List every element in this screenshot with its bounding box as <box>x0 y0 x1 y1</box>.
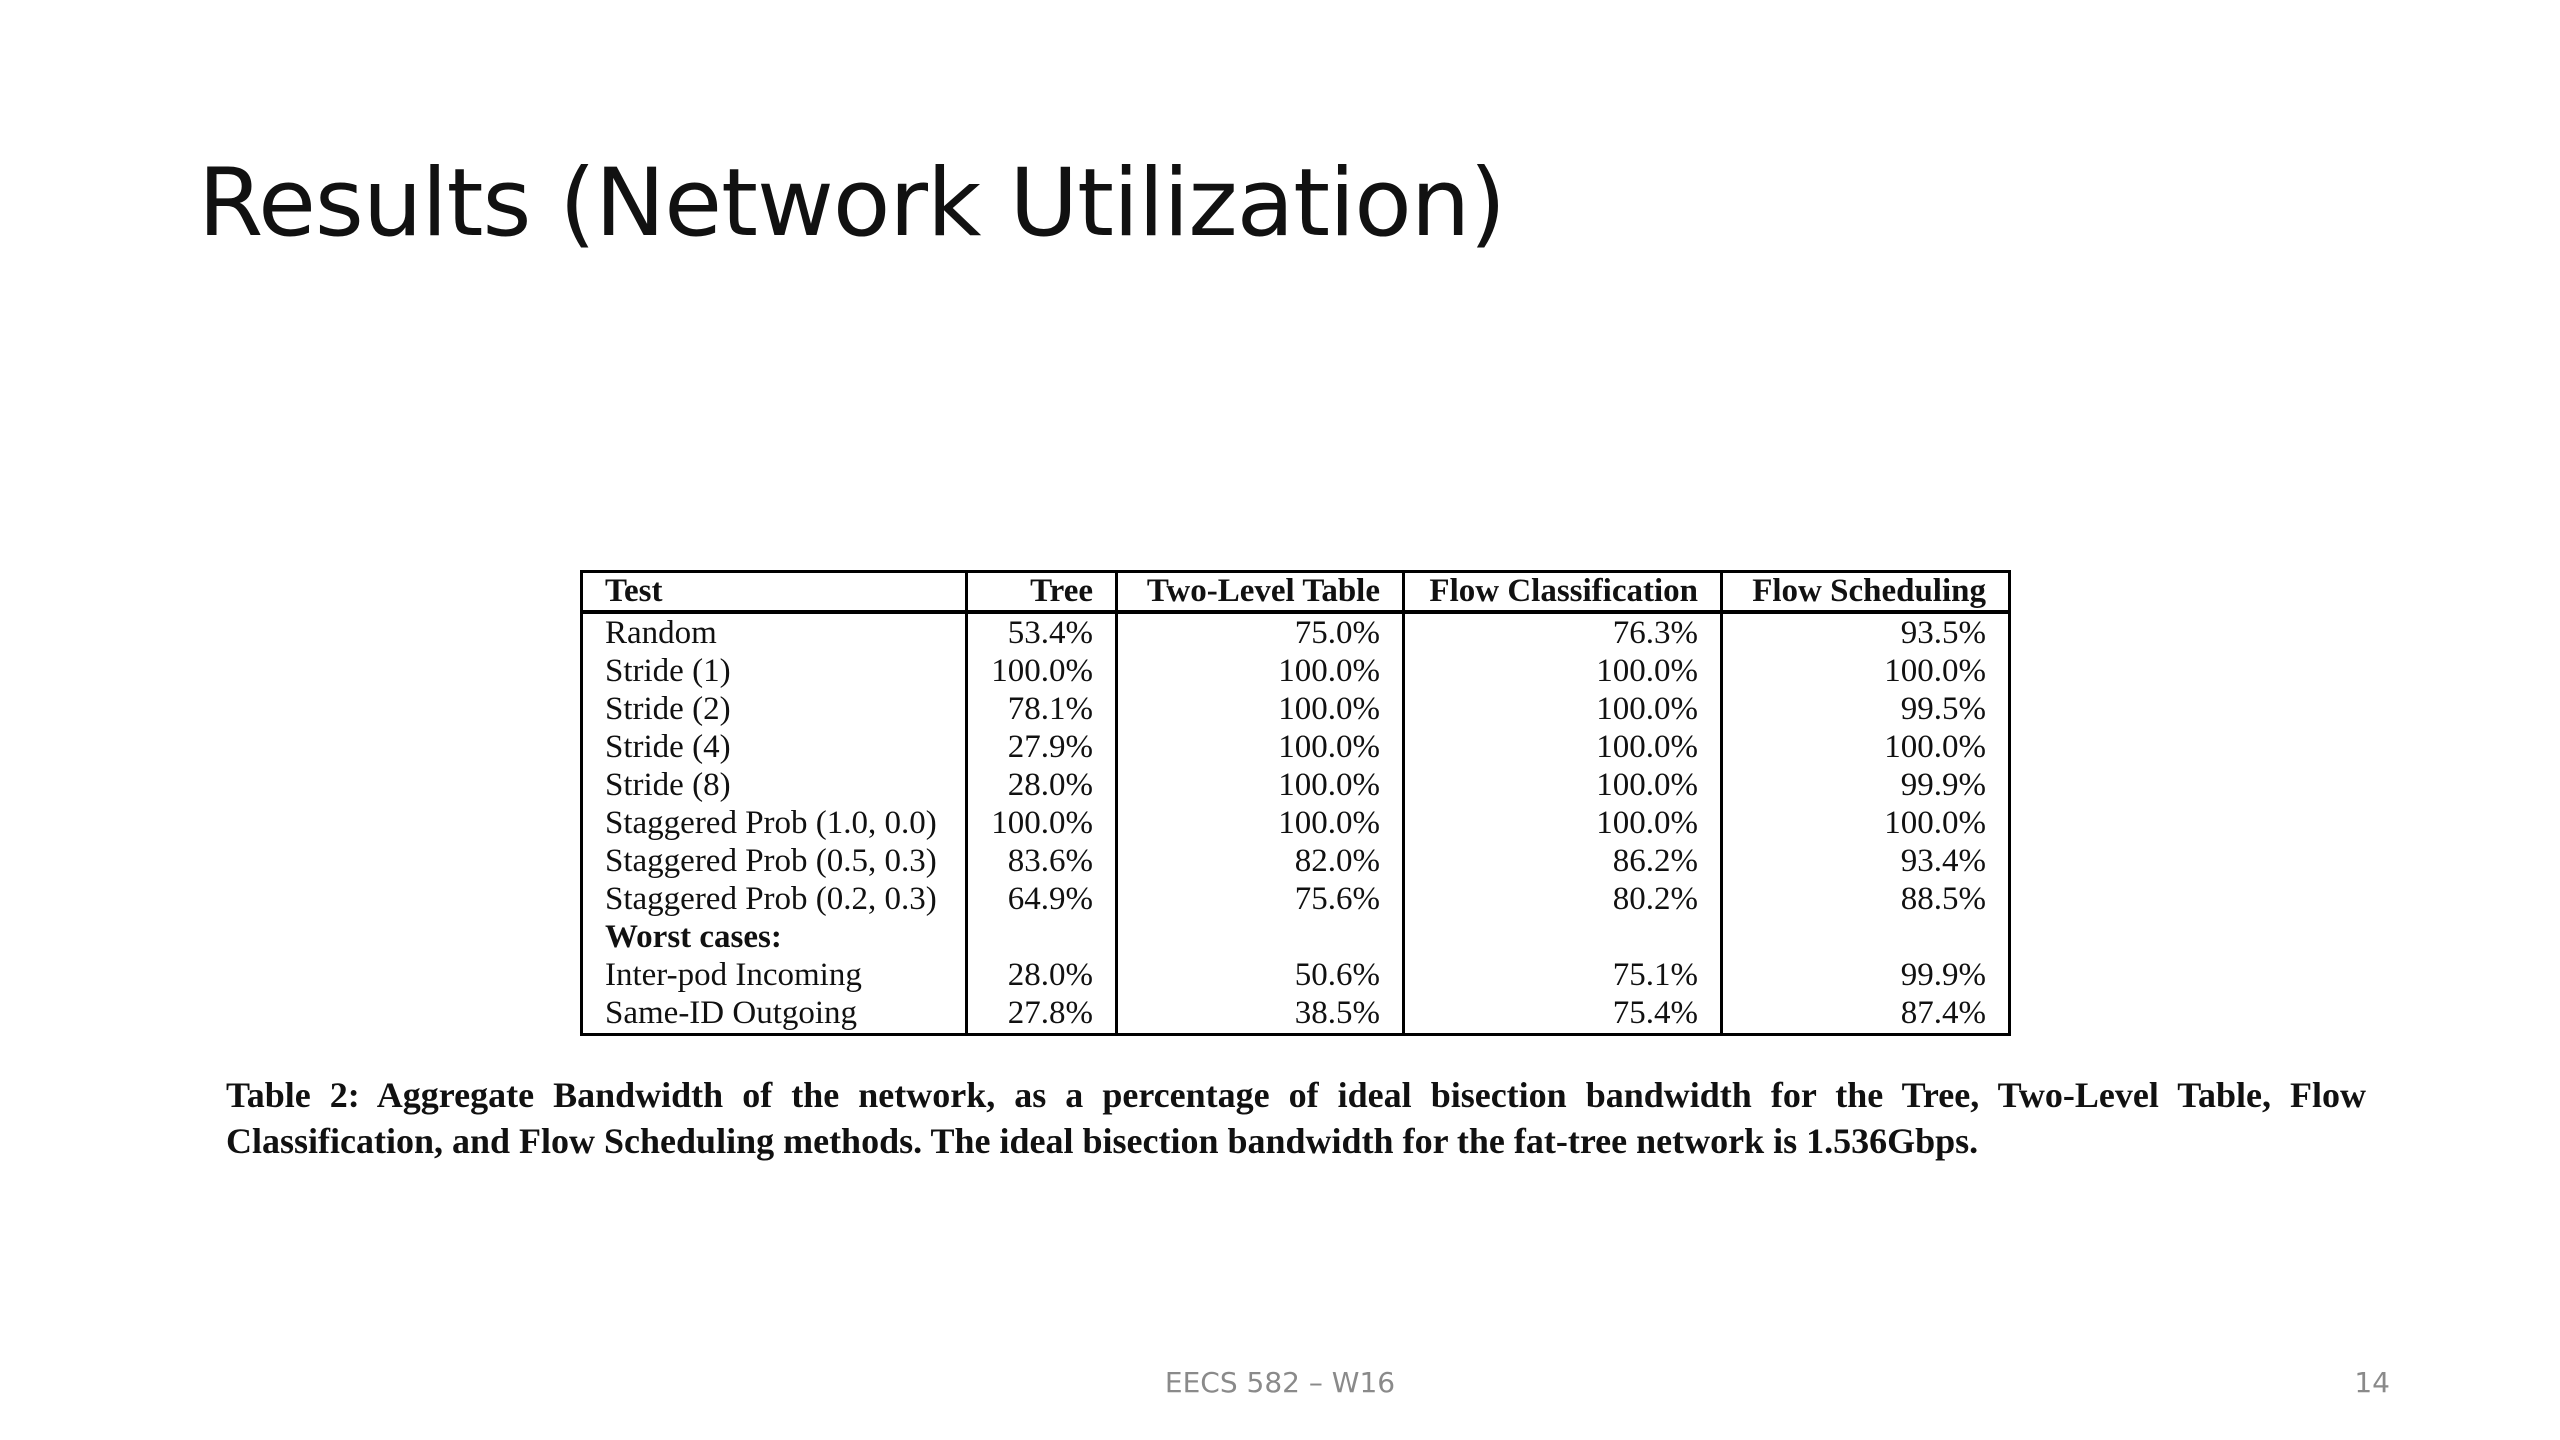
flow-classification-value: 100.0% <box>1404 804 1722 842</box>
header-tree: Tree <box>967 572 1117 613</box>
header-two-level-table: Two-Level Table <box>1117 572 1404 613</box>
flow-classification-value: 100.0% <box>1404 690 1722 728</box>
test-name: Stride (1) <box>605 652 731 689</box>
empty-cell <box>1404 919 1722 957</box>
table-caption: Table 2: Aggregate Bandwidth of the network, as a percentage of ideal bisection bandwidth for the Tree, Two-Level Table, Flow Classification, and Flow Scheduling methods. The ideal bisection bandwidth for the fat-tree network is 1.536Gbps. <box>226 1075 2366 1161</box>
table-row <box>582 612 2010 652</box>
flow-scheduling-value: 87.4% <box>1722 995 2010 1035</box>
table-row <box>582 766 2010 804</box>
header-flow-scheduling: Flow Scheduling <box>1722 572 2010 613</box>
test-name: Staggered Prob (0.5, 0.3) <box>605 843 937 880</box>
table-row <box>582 728 2010 766</box>
tree-value: 53.4% <box>967 612 1117 652</box>
test-name: Stride (2) <box>605 690 731 727</box>
table-row <box>582 881 2010 919</box>
flow-classification-value: 75.4% <box>1404 995 1722 1035</box>
slide-title: Results (Network Utilization) <box>198 149 1506 258</box>
table-row <box>582 843 2010 881</box>
test-name: Same-ID Outgoing <box>605 995 858 1032</box>
results-table-container <box>580 570 2008 1036</box>
tree-value: 27.8% <box>967 995 1117 1035</box>
two-level-value: 50.6% <box>1117 957 1404 995</box>
flow-classification-value: 100.0% <box>1404 652 1722 690</box>
empty-cell <box>1117 919 1404 957</box>
tree-value: 27.9% <box>967 728 1117 766</box>
test-name: Random <box>605 614 717 651</box>
flow-classification-value: 80.2% <box>1404 881 1722 919</box>
test-name: Staggered Prob (1.0, 0.0) <box>605 804 937 841</box>
two-level-value: 100.0% <box>1117 804 1404 842</box>
two-level-value: 100.0% <box>1117 652 1404 690</box>
table-header-row <box>582 572 2010 613</box>
flow-scheduling-value: 99.9% <box>1722 766 2010 804</box>
test-name: Inter-pod Incoming <box>605 957 862 994</box>
two-level-value: 100.0% <box>1117 728 1404 766</box>
page-number: 14 <box>2354 1366 2390 1399</box>
slide-footer: EECS 582 – W16 <box>1164 1366 1396 1399</box>
tree-value: 64.9% <box>967 881 1117 919</box>
tree-value: 78.1% <box>967 690 1117 728</box>
results-table <box>580 570 2011 1036</box>
flow-classification-value: 76.3% <box>1404 612 1722 652</box>
flow-scheduling-value: 99.5% <box>1722 690 2010 728</box>
flow-scheduling-value: 93.5% <box>1722 612 2010 652</box>
table-row <box>582 652 2010 690</box>
flow-classification-value: 75.1% <box>1404 957 1722 995</box>
header-flow-classification: Flow Classification <box>1404 572 1722 613</box>
flow-classification-value: 100.0% <box>1404 728 1722 766</box>
header-test: Test <box>582 572 967 613</box>
test-name: Stride (8) <box>605 766 731 803</box>
empty-cell <box>1722 919 2010 957</box>
tree-value: 83.6% <box>967 843 1117 881</box>
flow-scheduling-value: 100.0% <box>1722 804 2010 842</box>
empty-cell <box>967 919 1117 957</box>
two-level-value: 38.5% <box>1117 995 1404 1035</box>
flow-scheduling-value: 100.0% <box>1722 652 2010 690</box>
flow-scheduling-value: 93.4% <box>1722 843 2010 881</box>
two-level-value: 82.0% <box>1117 843 1404 881</box>
table-row <box>582 995 2010 1035</box>
two-level-value: 75.6% <box>1117 881 1404 919</box>
table-row <box>582 804 2010 842</box>
test-name: Stride (4) <box>605 728 731 765</box>
table-section-row <box>582 919 2010 957</box>
flow-classification-value: 86.2% <box>1404 843 1722 881</box>
two-level-value: 100.0% <box>1117 690 1404 728</box>
flow-scheduling-value: 88.5% <box>1722 881 2010 919</box>
tree-value: 100.0% <box>967 804 1117 842</box>
test-name: Staggered Prob (0.2, 0.3) <box>605 881 937 918</box>
two-level-value: 100.0% <box>1117 766 1404 804</box>
tree-value: 28.0% <box>967 766 1117 804</box>
flow-scheduling-value: 99.9% <box>1722 957 2010 995</box>
tree-value: 28.0% <box>967 957 1117 995</box>
table-row <box>582 690 2010 728</box>
table-row <box>582 957 2010 995</box>
flow-classification-value: 100.0% <box>1404 766 1722 804</box>
section-label-worst-cases: Worst cases: <box>605 919 782 956</box>
flow-scheduling-value: 100.0% <box>1722 728 2010 766</box>
tree-value: 100.0% <box>967 652 1117 690</box>
two-level-value: 75.0% <box>1117 612 1404 652</box>
